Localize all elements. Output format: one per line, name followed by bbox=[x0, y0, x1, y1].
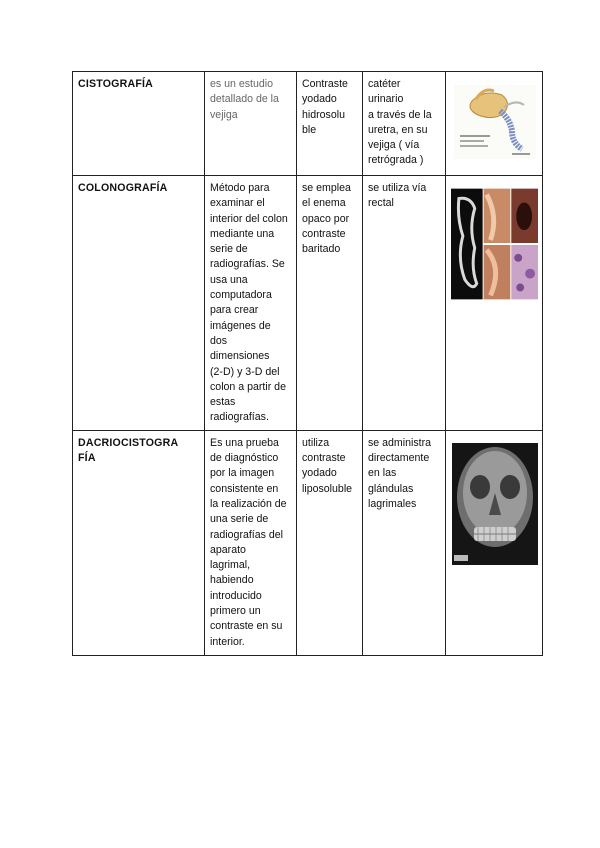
skull-xray bbox=[452, 443, 538, 565]
cell-text-line: baritado bbox=[302, 243, 341, 256]
cell-text-line: ble bbox=[302, 123, 317, 136]
cell-text-line: detallado de la bbox=[210, 93, 279, 106]
cell-text-line: catéter bbox=[368, 78, 401, 90]
cell-text-line: yodado bbox=[302, 467, 337, 480]
cell-text-line: se administra bbox=[368, 436, 431, 449]
cell-text-line: vejiga ( vía bbox=[368, 139, 420, 152]
study-name bbox=[73, 176, 205, 431]
cell-text-line: se emplea bbox=[302, 182, 351, 194]
cell-text-line: (2-D) y 3-D del bbox=[210, 365, 280, 378]
cell-text-line: colon a partir de bbox=[210, 380, 286, 393]
cell-text-line: Método para bbox=[210, 182, 270, 194]
cell-text-line: una serie de bbox=[210, 513, 269, 526]
cell-text-line: COLONOGRAFÍA bbox=[78, 182, 168, 194]
cell-text-line: vejiga bbox=[210, 108, 238, 121]
cell-text-line: Es una prueba bbox=[210, 436, 279, 449]
cell-text-line: es un estudio bbox=[210, 78, 274, 90]
study-name bbox=[73, 72, 205, 176]
cell-text-line: aparato bbox=[210, 543, 246, 556]
study-name bbox=[73, 430, 205, 655]
cell-text-line: mediante una bbox=[210, 227, 275, 240]
cell-text-line: estas bbox=[210, 396, 236, 409]
cell-text-line: interior. bbox=[210, 635, 245, 648]
cell-text-line: uretra, en su bbox=[368, 123, 428, 136]
cell-text-line: introducido bbox=[210, 589, 262, 602]
cell-text-line: opaco por bbox=[302, 212, 350, 225]
cell-text-line: rectal bbox=[368, 197, 394, 210]
cell-text-line: utiliza bbox=[302, 436, 330, 449]
cell-text-line: contraste en su bbox=[210, 620, 283, 633]
cell-text-line: DACRIOCISTOGRA bbox=[78, 436, 179, 449]
route-cell bbox=[363, 72, 446, 176]
cell-text-line: serie de bbox=[210, 243, 248, 256]
cell-text-line: urinario bbox=[368, 93, 404, 106]
table-row bbox=[73, 176, 543, 431]
cell-text-line: en las bbox=[368, 467, 397, 480]
bladder-anatomy-illustration bbox=[454, 85, 536, 159]
cell-text-line: lagrimales bbox=[368, 497, 417, 510]
table-row bbox=[73, 72, 543, 176]
cell-text-line: a través de la bbox=[368, 108, 432, 121]
cell-text-line: usa una bbox=[210, 273, 248, 286]
cell-text-line: yodado bbox=[302, 93, 337, 106]
cell-text-line: se utiliza vía bbox=[368, 182, 427, 194]
table-row bbox=[73, 430, 543, 655]
cell-text-line: para crear bbox=[210, 304, 259, 317]
route-cell bbox=[363, 176, 446, 431]
cell-text-line: radiografías del bbox=[210, 528, 284, 541]
cell-text-line: directamente bbox=[368, 452, 430, 465]
cell-text-line: dos bbox=[210, 334, 228, 347]
contrast-cell bbox=[297, 176, 363, 431]
cell-text-line: consistente en bbox=[210, 482, 279, 495]
cell-text-line: examinar el bbox=[210, 197, 265, 210]
cell-text-line: hidrosolu bbox=[302, 108, 345, 121]
cell-text-line: imágenes de bbox=[210, 319, 271, 332]
cell-text-line: de diagnóstico bbox=[210, 452, 279, 465]
image-cell bbox=[446, 430, 543, 655]
study-description bbox=[205, 72, 297, 176]
cell-text-line: dimensiones bbox=[210, 350, 270, 363]
colon-imaging-collage bbox=[451, 188, 538, 300]
cell-text-line: retrógrada ) bbox=[368, 154, 424, 167]
contrast-cell bbox=[297, 72, 363, 176]
cell-text-line: primero un bbox=[210, 605, 261, 618]
cell-text-line: radiografías. Se bbox=[210, 258, 285, 271]
cell-text-line: contraste bbox=[302, 452, 346, 465]
cell-text-line: FÍA bbox=[78, 452, 96, 465]
study-description bbox=[205, 176, 297, 431]
image-cell bbox=[446, 176, 543, 431]
cell-text-line: radiografías. bbox=[210, 411, 269, 424]
route-cell bbox=[363, 430, 446, 655]
cell-text-line: habiendo bbox=[210, 574, 254, 587]
cell-text-line: glándulas bbox=[368, 482, 414, 495]
cell-text-line: el enema bbox=[302, 197, 346, 210]
cell-text-line: contraste bbox=[302, 227, 346, 240]
cell-text-line: por la imagen bbox=[210, 467, 275, 480]
cell-text-line: CISTOGRAFÍA bbox=[78, 78, 153, 90]
study-description bbox=[205, 430, 297, 655]
cell-text-line: computadora bbox=[210, 289, 272, 302]
imaging-table bbox=[72, 71, 543, 656]
cell-text-line: lagrimal, bbox=[210, 559, 251, 572]
cell-text-line: la realización de bbox=[210, 497, 287, 510]
image-cell bbox=[446, 72, 543, 176]
contrast-cell bbox=[297, 430, 363, 655]
cell-text-line: interior del colon bbox=[210, 212, 288, 225]
cell-text-line: liposoluble bbox=[302, 482, 353, 495]
cell-text-line: Contraste bbox=[302, 78, 348, 90]
